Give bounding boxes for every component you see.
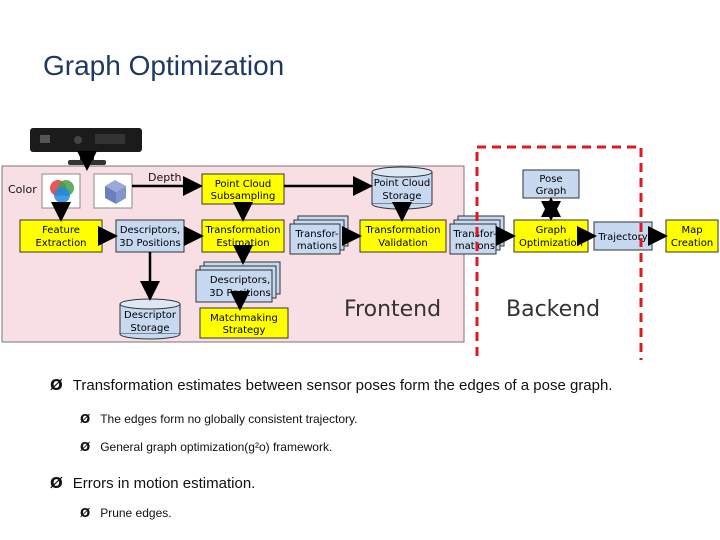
depth-image-icon xyxy=(94,174,132,208)
svg-text:Transfor-: Transfor- xyxy=(295,229,339,240)
svg-text:Matchmaking: Matchmaking xyxy=(210,313,278,324)
slide-title: Graph Optimization xyxy=(43,50,285,81)
color-label: Color xyxy=(8,183,37,196)
svg-text:Transformation: Transformation xyxy=(205,225,281,236)
svg-text:Storage: Storage xyxy=(382,191,422,202)
svg-text:Validation: Validation xyxy=(378,238,428,249)
svg-text:Subsampling: Subsampling xyxy=(210,191,276,202)
svg-text:Estimation: Estimation xyxy=(216,238,270,249)
bullet-2: Ø Errors in motion estimation. xyxy=(50,474,256,492)
svg-text:Optimization: Optimization xyxy=(519,238,583,249)
bullet-2a: Ø Prune edges. xyxy=(80,506,172,520)
depth-label: Depth xyxy=(148,171,182,184)
bullet-marker-icon: Ø xyxy=(80,440,91,454)
svg-text:Graph: Graph xyxy=(535,186,567,197)
svg-text:Descriptors,: Descriptors, xyxy=(209,275,271,286)
svg-text:Feature: Feature xyxy=(42,225,80,236)
svg-text:mations: mations xyxy=(296,241,338,252)
svg-text:Trajectory: Trajectory xyxy=(598,232,648,243)
svg-text:Pose: Pose xyxy=(539,174,563,185)
svg-text:Transformation: Transformation xyxy=(365,225,441,236)
svg-text:Storage: Storage xyxy=(130,323,170,334)
svg-text:3D Positions: 3D Positions xyxy=(119,238,181,249)
svg-text:Graph: Graph xyxy=(535,225,567,236)
color-image-icon xyxy=(42,174,80,208)
svg-text:3D Positions: 3D Positions xyxy=(209,288,271,299)
bullet-1a: Ø The edges form no globally consistent trajectory. xyxy=(80,412,358,426)
svg-text:Descriptors,: Descriptors, xyxy=(119,225,181,236)
pipeline-diagram xyxy=(0,120,720,360)
bullet-marker-icon: Ø xyxy=(80,412,91,426)
bullet-marker-icon: Ø xyxy=(50,474,63,492)
frontend-label: Frontend xyxy=(344,297,442,322)
svg-text:Point Cloud: Point Cloud xyxy=(214,179,272,190)
bullet-1: Ø Transformation estimates between sensor poses form the edges of a pose graph. xyxy=(50,376,613,394)
svg-text:Extraction: Extraction xyxy=(35,238,87,249)
svg-text:mations: mations xyxy=(454,241,496,252)
svg-text:Creation: Creation xyxy=(670,238,714,249)
bullet-1b: Ø General graph optimization(g²o) framework. xyxy=(80,440,333,454)
backend-label: Backend xyxy=(506,297,601,322)
bullet-marker-icon: Ø xyxy=(80,506,91,520)
bullet-marker-icon: Ø xyxy=(50,376,63,394)
svg-text:Transfor-: Transfor- xyxy=(453,229,497,240)
svg-text:Map: Map xyxy=(681,225,703,236)
svg-text:Point Cloud: Point Cloud xyxy=(373,178,431,189)
svg-text:Descriptor: Descriptor xyxy=(124,310,176,321)
svg-text:Strategy: Strategy xyxy=(222,325,266,336)
